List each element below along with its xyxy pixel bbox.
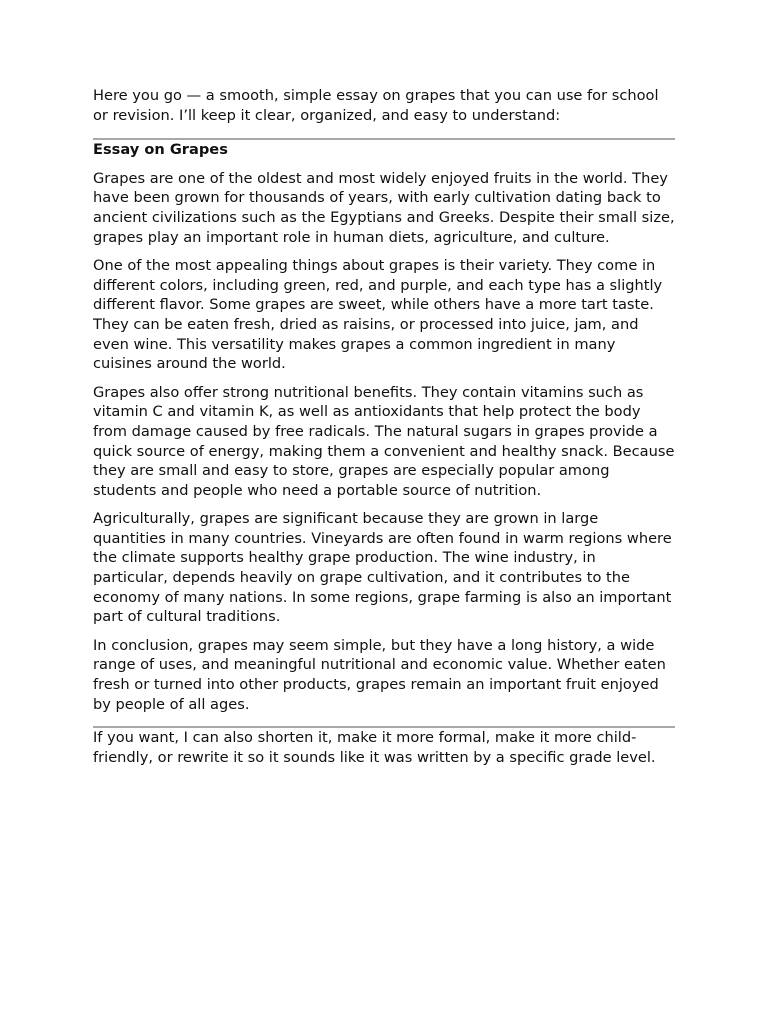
closing-text: If you want, I can also shorten it, make it more formal, make it more child-friendly, or rewrite it so it sounds like it was written by a specific grade level. (93, 729, 656, 766)
essay-paragraph-4: Agriculturally, grapes are significant because they are grown in large quantities in many countries. Vineyards are often found in warm regions where the climate supports healthy grape production. The wine industry, in particular, depends heavily on grape cultivation, and it contributes to the economy of many nations. In some regions, grape farming is also an important part of cultural traditions. (93, 510, 672, 626)
essay-paragraph-2: One of the most appealing things about grapes is their variety. They come in different colors, including green, red, and purple, and each type has a slightly different flavor. Some grapes are sweet, while others have a more tart taste. They can be eaten fresh, dried as raisins, or processed into juice, jam, and even wine. This versatility makes grapes a common ingredient in many cuisines around the world. (93, 257, 663, 373)
essay-paragraph-1: Grapes are one of the oldest and most widely enjoyed fruits in the world. They have been grown for thousands of years, with early cultivation dating back to ancient civilizations such as the Egyptians and Greeks. Despite their small size, grapes play an important role in human diets, agriculture, and culture. (93, 169, 675, 246)
essay-title: Essay on Grapes (93, 141, 228, 159)
essay-paragraph-5: In conclusion, grapes may seem simple, but they have a long history, a wide range of uses, and meaningful nutritional and economic value. Whether eaten fresh or turned into other products, grapes remain an important fruit enjoyed by people of all ages. (93, 636, 666, 713)
intro-text: Here you go — a smooth, simple essay on grapes that you can use for school or revision. I’ll keep it clear, organized, and easy to understand: (93, 87, 659, 124)
essay-paragraph-3: Grapes also offer strong nutritional benefits. They contain vitamins such as vitamin C and vitamin K, as well as antioxidants that help protect the body from damage caused by free radicals. The natural sugars in grapes provide a quick source of energy, making them a convenient and healthy snack. Because they are small and easy to store, grapes are especially popular among students and people who need a portable source of nutrition. (93, 383, 675, 499)
document-page (93, 86, 675, 767)
